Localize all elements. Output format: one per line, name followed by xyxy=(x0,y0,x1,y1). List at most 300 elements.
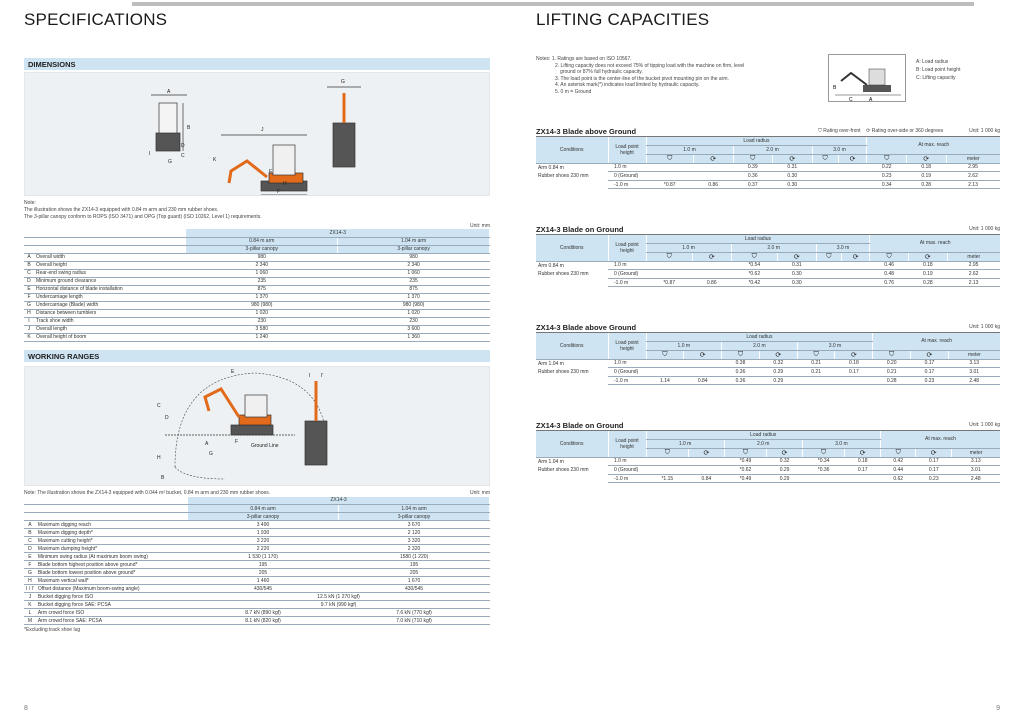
max-reach-header: At max. reach xyxy=(867,137,1000,154)
row-value: 1 060 xyxy=(338,269,490,277)
table-unit: Unit: 1 000 kg xyxy=(969,324,1000,330)
lifting-capacity-table xyxy=(536,431,1000,483)
condition-cell: Arm 0.84 m xyxy=(538,164,564,171)
capacity-cell: 0.23 xyxy=(911,376,949,385)
thumbnail-legend: A: Load radius B: Load point height C: Lifting capacity xyxy=(916,59,961,81)
capacity-cell: 2.13 xyxy=(947,278,1000,287)
page-number: 8 xyxy=(24,705,28,712)
radius-3m: 3.0 m xyxy=(812,146,867,155)
radius-1m: 1.0 m xyxy=(646,440,724,449)
table-row xyxy=(24,561,490,569)
row-letter: D xyxy=(24,277,34,285)
row-letter: H xyxy=(24,577,36,585)
fig-label: B xyxy=(161,474,165,481)
table-title: ZX14-3 Blade on Ground xyxy=(536,224,624,234)
fig-label: I xyxy=(149,151,151,157)
fig-label: F xyxy=(235,438,239,445)
row-letter: F xyxy=(24,561,36,569)
page-number: 9 xyxy=(996,705,1000,712)
condition-cell xyxy=(536,278,608,287)
canopy-header: 3-pillar canopy xyxy=(188,513,339,521)
over-side-icon: ⟳ xyxy=(852,253,859,261)
load-point-header: Load point height xyxy=(608,333,646,359)
row-value: 430/545 xyxy=(188,585,339,593)
capacity-cell xyxy=(838,172,867,181)
capacity-cell xyxy=(838,163,867,172)
condition-cell xyxy=(536,376,608,385)
dimensions-unit: Unit: mm xyxy=(470,223,490,229)
over-side-icon: ⟳ xyxy=(859,449,866,457)
row-letter: G xyxy=(24,301,34,309)
load-point-cell: 1.0 m xyxy=(608,359,646,368)
row-label: Undercarriage length xyxy=(34,293,186,301)
capacity-cell: 0.23 xyxy=(916,474,952,483)
dimensions-drawing xyxy=(25,73,489,195)
capacity-cell: 0.30 xyxy=(778,270,817,279)
load-point-cell: 1.0 m xyxy=(608,163,646,172)
fig-label: D xyxy=(165,414,169,421)
row-label: Overall width xyxy=(34,253,186,261)
lifting-capacity-block: ZX14-3 Blade above Ground ⛉ Rating over-front ⟳ Rating over-side or 360 degrees Unit: 1 000 kg Conditions Load point height Load radius At max. reach 1.0 m 2.0 m 3.0 m ⛉ ⟳ ⛉ ⟳ ⛉ ⟳ ⛉ ⟳ meter Arm 0.84 m 1.0 m 0.39 0.31 0.22 0.18 2.95 Rubber shoes 230 mm 0 (Ground) 0.36 0.30 0.23 0.19 2.62 -1.0 m *0.87 0.86 0.37 0.30 0.34 0.28 2.13 xyxy=(536,126,1000,188)
table-row xyxy=(536,376,1000,385)
row-value: 875 xyxy=(186,285,338,293)
page-title: SPECIFICATIONS xyxy=(24,10,168,29)
table-row xyxy=(24,553,490,561)
table-unit: Unit: 1 000 kg xyxy=(969,226,1000,232)
capacity-cell: 0.86 xyxy=(692,278,731,287)
table-row xyxy=(24,317,490,325)
row-letter: K xyxy=(24,601,36,609)
lifting-capacity-block xyxy=(536,420,1000,483)
capacity-cell: 0.37 xyxy=(733,180,773,189)
lifting-notes: Notes: 1. Ratings are based on ISO 10567. 2. Lifting capacity does not exceed 75% of tipping load with the machine on firm, level ground or 87% full hydraulic capacity. 3. The load point is the center-line of the bucket pivot mounting pin on the arm. 4. An asterisk mark(*) indicates load limited by hydraulic capacity. 5. 0 m = Ground xyxy=(536,56,745,95)
working-unit: Unit: mm xyxy=(470,489,490,496)
over-side-icon: ⟳ xyxy=(781,449,788,457)
row-value: 1 460 xyxy=(188,577,339,585)
row-value: 2 340 xyxy=(186,261,338,269)
thumb-label: A xyxy=(869,97,873,103)
lifting-capacity-table xyxy=(536,137,1000,189)
capacity-cell: 0.62 xyxy=(880,474,916,483)
over-front-icon: ⛉ xyxy=(826,252,832,260)
over-side-icon: ⟳ xyxy=(926,351,933,359)
capacity-cell: 0.23 xyxy=(867,172,907,181)
condition-cell: Rubber shoes 230 mm xyxy=(538,369,589,376)
table-title: ZX14-3 Blade above Ground xyxy=(536,126,637,136)
table-row xyxy=(24,293,490,301)
capacity-cell: 0.84 xyxy=(684,376,722,385)
machine-rear xyxy=(305,381,327,465)
fig-label: H xyxy=(157,454,161,461)
capacity-cell: 0.46 xyxy=(870,261,909,270)
condition-cell xyxy=(536,474,608,483)
lifting-capacity-table xyxy=(536,333,1000,385)
capacity-cell: 0.36 xyxy=(722,376,760,385)
capacity-cell: 0.28 xyxy=(906,180,946,189)
load-radius-header: Load radius xyxy=(646,235,870,244)
capacity-cell: 2.48 xyxy=(952,474,1001,483)
load-point-cell: -1.0 m xyxy=(608,180,646,189)
arm-header: 0.84 m arm xyxy=(188,505,339,513)
dimensions-heading: DIMENSIONS xyxy=(24,58,490,70)
capacity-cell xyxy=(802,474,845,483)
condition-cell: Rubber shoes 230 mm xyxy=(538,173,589,180)
row-value: 1 370 xyxy=(338,293,490,301)
table-row xyxy=(24,285,490,293)
table-row xyxy=(536,261,1000,270)
load-point-cell: -1.0 m xyxy=(608,474,646,483)
radius-3m: 3.0 m xyxy=(816,244,870,253)
row-label: Arm crowd force SAE: PCSA xyxy=(36,617,188,625)
capacity-cell: 0.29 xyxy=(759,368,797,377)
table-title: ZX14-3 Blade on Ground xyxy=(536,420,624,430)
load-diagram-thumbnail xyxy=(828,54,906,102)
over-front-icon: ⛉ xyxy=(662,350,668,358)
row-value: 875 xyxy=(338,285,490,293)
capacity-cell: 0.18 xyxy=(835,359,873,368)
row-value: 7.6 kN (770 kgf) xyxy=(339,609,490,617)
load-point-cell: 0 (Ground) xyxy=(608,466,646,475)
dimensions-note: Note: The illustration shows the ZX14-3 equipped with 0.84 m arm and 230 mm rubber shoes. The 3-pillar canopy conform to ROPS (ISO 3471) and OPG (Top guard) (ISO 10262, Level 1) requirements. xyxy=(24,200,262,220)
row-value: 195 xyxy=(339,561,490,569)
row-value: 8.1 kN (820 kgf) xyxy=(188,617,339,625)
row-letter: D xyxy=(24,545,36,553)
row-value: 205 xyxy=(188,569,339,577)
fig-label: A xyxy=(205,440,209,447)
working-ranges-illustration xyxy=(24,366,490,486)
over-side-icon: ⟳ xyxy=(924,253,931,261)
table-title: ZX14-3 Blade above Ground xyxy=(536,322,637,332)
row-label: Maximum digging depth* xyxy=(36,529,188,537)
capacity-cell: 0.28 xyxy=(908,278,947,287)
fig-label: G xyxy=(168,159,172,165)
row-value: 205 xyxy=(339,569,490,577)
working-footnote: *Excluding track shoe lug xyxy=(24,627,81,633)
capacity-cell: 0.18 xyxy=(908,261,947,270)
table-unit: Unit: 1 000 kg xyxy=(969,422,1000,428)
capacity-cell: 0.17 xyxy=(916,457,952,466)
capacity-cell: 0.31 xyxy=(773,163,813,172)
capacity-cell: 0.30 xyxy=(778,278,817,287)
over-front-icon: ⛉ xyxy=(737,350,744,358)
row-value: 3 320 xyxy=(339,537,490,545)
row-value: 1 360 xyxy=(338,333,490,341)
row-value: 7.0 kN (710 kgf) xyxy=(339,617,490,625)
capacity-cell xyxy=(692,261,731,270)
table-row xyxy=(24,545,490,553)
working-ranges-heading: WORKING RANGES xyxy=(24,350,490,362)
capacity-cell xyxy=(816,270,842,279)
row-label: Bucket digging force ISO xyxy=(36,593,188,601)
row-label: Overall length xyxy=(34,325,186,333)
row-value: 2 220 xyxy=(188,545,339,553)
over-side-icon: ⟳ xyxy=(699,351,706,359)
row-label: Maximum dumping height* xyxy=(36,545,188,553)
lifting-capacity-block xyxy=(536,224,1000,287)
capacity-cell xyxy=(646,172,693,181)
table-row xyxy=(536,474,1000,483)
table-row xyxy=(536,270,1000,279)
row-value: 980 xyxy=(338,253,490,261)
capacity-cell xyxy=(842,270,870,279)
over-side-icon: ⟳ xyxy=(850,351,857,359)
specifications-page xyxy=(24,10,490,710)
row-value: 3 220 xyxy=(188,537,339,545)
row-value: 235 xyxy=(338,277,490,285)
table-row xyxy=(24,609,490,617)
capacity-cell xyxy=(646,261,692,270)
capacity-cell: 0.17 xyxy=(916,466,952,475)
arm-header: 1.04 m arm xyxy=(338,237,490,245)
load-point-cell: -1.0 m xyxy=(608,376,646,385)
table-row xyxy=(536,180,1000,189)
row-value: 1 530 (1 170) xyxy=(188,553,339,561)
fig-label: C xyxy=(181,153,185,159)
load-point-cell: -1.0 m xyxy=(608,278,646,287)
over-front-icon: ⛉ xyxy=(667,154,673,162)
table-row xyxy=(24,577,490,585)
row-letter: A xyxy=(24,253,34,261)
capacity-cell: *0.54 xyxy=(731,261,777,270)
capacity-cell: 0.22 xyxy=(867,163,907,172)
row-label: Blade bottom lowest position above ground* xyxy=(36,569,188,577)
row-value: 980 xyxy=(186,253,338,261)
over-side-icon: ⟳ xyxy=(710,155,717,163)
row-value: 1580 (1 220) xyxy=(339,553,490,561)
model-header: ZX14-3 xyxy=(186,229,490,237)
max-reach-header: At max. reach xyxy=(870,235,1000,252)
fig-label: D xyxy=(181,143,185,149)
radius-1m: 1.0 m xyxy=(646,342,722,351)
row-letter: I xyxy=(24,317,34,325)
page-title: LIFTING CAPACITIES xyxy=(536,10,710,29)
table-row xyxy=(24,593,490,601)
capacity-cell: 0.29 xyxy=(767,466,803,475)
capacity-cell xyxy=(646,457,689,466)
working-ranges-table xyxy=(24,497,490,626)
capacity-cell xyxy=(812,163,838,172)
capacity-cell: 0.32 xyxy=(767,457,803,466)
load-point-cell: 0 (Ground) xyxy=(608,172,646,181)
capacity-cell: *1.15 xyxy=(646,474,689,483)
canopy-header: 3-pillar canopy xyxy=(186,245,338,253)
over-side-icon: ⟳ xyxy=(849,155,856,163)
row-value: 980 (980) xyxy=(338,301,490,309)
row-letter: J xyxy=(24,593,36,601)
row-letter: I / I' xyxy=(26,585,34,592)
over-front-icon: ⛉ xyxy=(751,252,757,260)
table-row xyxy=(24,309,490,317)
load-point-cell: 0 (Ground) xyxy=(608,270,646,279)
table-row xyxy=(24,537,490,545)
capacity-cell xyxy=(684,368,722,377)
load-point-cell: 1.0 m xyxy=(608,261,646,270)
capacity-cell: *0.49 xyxy=(724,474,767,483)
fig-label: E xyxy=(269,169,273,175)
model-header: ZX14-3 xyxy=(188,497,490,505)
fig-label: I xyxy=(309,372,311,379)
capacity-cell: 0.17 xyxy=(845,466,881,475)
row-value: 2 320 xyxy=(339,545,490,553)
over-front-icon: ⛉ xyxy=(822,154,828,162)
capacity-cell xyxy=(689,457,725,466)
fig-label: K xyxy=(213,157,217,163)
conditions-header: Conditions xyxy=(536,137,608,163)
row-value: 1 670 xyxy=(339,577,490,585)
row-value: 1 020 xyxy=(186,309,338,317)
capacity-cell: *0.87 xyxy=(646,180,693,189)
arm-header: 0.84 m arm xyxy=(186,237,338,245)
load-radius-header: Load radius xyxy=(646,333,873,342)
capacity-cell: 3.13 xyxy=(952,457,1001,466)
table-row xyxy=(24,253,490,261)
radius-1m: 1.0 m xyxy=(646,146,733,155)
over-side-icon: ⟳ xyxy=(930,449,937,457)
capacity-cell: *0.36 xyxy=(802,466,845,475)
row-label: Minimum ground clearance xyxy=(34,277,186,285)
fig-label: C xyxy=(157,402,161,409)
capacity-cell xyxy=(812,172,838,181)
row-value: 3 490 xyxy=(188,521,339,529)
capacity-cell: 0.31 xyxy=(778,261,817,270)
condition-cell: Rubber shoes 230 mm xyxy=(538,271,589,278)
machine-side xyxy=(165,389,295,435)
capacity-cell: 0.21 xyxy=(873,368,911,377)
capacity-cell: 0.20 xyxy=(873,359,911,368)
row-letter: F xyxy=(24,293,34,301)
condition-cell: Arm 1.04 m xyxy=(538,458,564,465)
row-letter: G xyxy=(24,569,36,577)
max-reach-header: At max. reach xyxy=(880,431,1000,448)
table-row xyxy=(24,601,490,609)
table-row xyxy=(536,172,1000,181)
fig-label: E xyxy=(231,368,235,375)
load-point-header: Load point height xyxy=(608,235,646,261)
capacity-cell: 0.32 xyxy=(759,359,797,368)
table-row xyxy=(536,368,1000,377)
table-row xyxy=(24,261,490,269)
over-front-icon: ⛉ xyxy=(886,252,892,260)
radius-2m: 2.0 m xyxy=(733,146,812,155)
capacity-cell: 2.62 xyxy=(947,270,1000,279)
over-side-icon: ⟳ xyxy=(703,449,710,457)
lifting-capacities-page xyxy=(536,10,1000,710)
capacity-cell xyxy=(835,376,873,385)
capacity-cell: 1.14 xyxy=(646,376,684,385)
capacity-cell: *0.62 xyxy=(731,270,777,279)
condition-cell: Arm 1.04 m xyxy=(538,360,564,367)
capacity-cell: 3.13 xyxy=(948,359,1000,368)
capacity-cell xyxy=(646,368,684,377)
capacity-cell xyxy=(842,278,870,287)
load-point-header: Load point height xyxy=(608,137,646,163)
row-letter: B xyxy=(24,261,34,269)
fig-label: G xyxy=(209,450,213,457)
row-label: Distance between tumblers xyxy=(34,309,186,317)
thumb-label: B xyxy=(833,85,837,91)
row-value: 1 370 xyxy=(186,293,338,301)
capacity-cell: 0.17 xyxy=(835,368,873,377)
over-side-icon: ⟳ xyxy=(923,155,930,163)
row-value: 430/545 xyxy=(339,585,490,593)
row-value: 2 120 xyxy=(339,529,490,537)
row-value: 1 020 xyxy=(338,309,490,317)
capacity-cell xyxy=(797,376,835,385)
meter-header: meter xyxy=(948,350,1000,359)
capacity-cell: 0.30 xyxy=(773,172,813,181)
load-radius-header: Load radius xyxy=(646,431,880,440)
capacity-cell xyxy=(842,261,870,270)
row-label: Rear-end swing radius xyxy=(34,269,186,277)
row-value: 1 240 xyxy=(186,333,338,341)
radius-2m: 2.0 m xyxy=(731,244,816,253)
lifting-capacity-table xyxy=(536,235,1000,287)
capacity-cell: 0.36 xyxy=(733,172,773,181)
capacity-cell: 0.18 xyxy=(845,457,881,466)
dimensions-table xyxy=(24,229,490,342)
table-row xyxy=(24,521,490,529)
row-label: Overall height xyxy=(34,261,186,269)
row-letter: E xyxy=(24,285,34,293)
meter-header: meter xyxy=(952,448,1001,457)
capacity-cell: 0.17 xyxy=(911,368,949,377)
over-side-icon: ⟳ xyxy=(866,128,871,134)
meter-header: meter xyxy=(946,154,1000,163)
row-value: 3 670 xyxy=(339,521,490,529)
capacity-cell: 2.62 xyxy=(946,172,1000,181)
capacity-cell: 0.48 xyxy=(870,270,909,279)
capacity-cell: 3.01 xyxy=(948,368,1000,377)
row-label: Track shoe width xyxy=(34,317,186,325)
capacity-cell xyxy=(646,466,689,475)
radius-1m: 1.0 m xyxy=(646,244,731,253)
fig-label: G xyxy=(341,79,345,85)
meter-header: meter xyxy=(947,252,1000,261)
table-row xyxy=(24,333,490,341)
capacity-cell xyxy=(845,474,881,483)
row-value: 9.7 kN (990 kgf) xyxy=(188,601,490,609)
over-side-icon: ⟳ xyxy=(775,351,782,359)
over-front-icon: ⛉ xyxy=(889,350,895,358)
capacity-cell: 2.95 xyxy=(947,261,1000,270)
fig-label: H xyxy=(283,181,287,187)
capacity-cell xyxy=(692,270,731,279)
over-front-icon: ⛉ xyxy=(821,448,827,456)
load-point-header: Load point height xyxy=(608,431,646,457)
row-label: Maximum vertical wall* xyxy=(36,577,188,585)
max-reach-header: At max. reach xyxy=(873,333,1000,350)
fig-label: F xyxy=(277,189,281,195)
table-row xyxy=(24,269,490,277)
capacity-cell: 0.29 xyxy=(767,474,803,483)
table-row xyxy=(24,277,490,285)
row-letter: C xyxy=(24,269,34,277)
load-point-cell: 1.0 m xyxy=(608,457,646,466)
table-row xyxy=(536,466,1000,475)
capacity-cell: *0.34 xyxy=(802,457,845,466)
row-letter: J xyxy=(24,325,34,333)
row-value: 1 060 xyxy=(186,269,338,277)
table-row xyxy=(536,457,1000,466)
table-row xyxy=(536,278,1000,287)
capacity-cell: 0.36 xyxy=(722,368,760,377)
row-label: Maximum digging reach xyxy=(36,521,188,529)
row-value: 1 930 xyxy=(188,529,339,537)
radius-2m: 2.0 m xyxy=(722,342,798,351)
capacity-cell: 0.39 xyxy=(733,163,773,172)
row-letter: C xyxy=(24,537,36,545)
table-row xyxy=(536,163,1000,172)
